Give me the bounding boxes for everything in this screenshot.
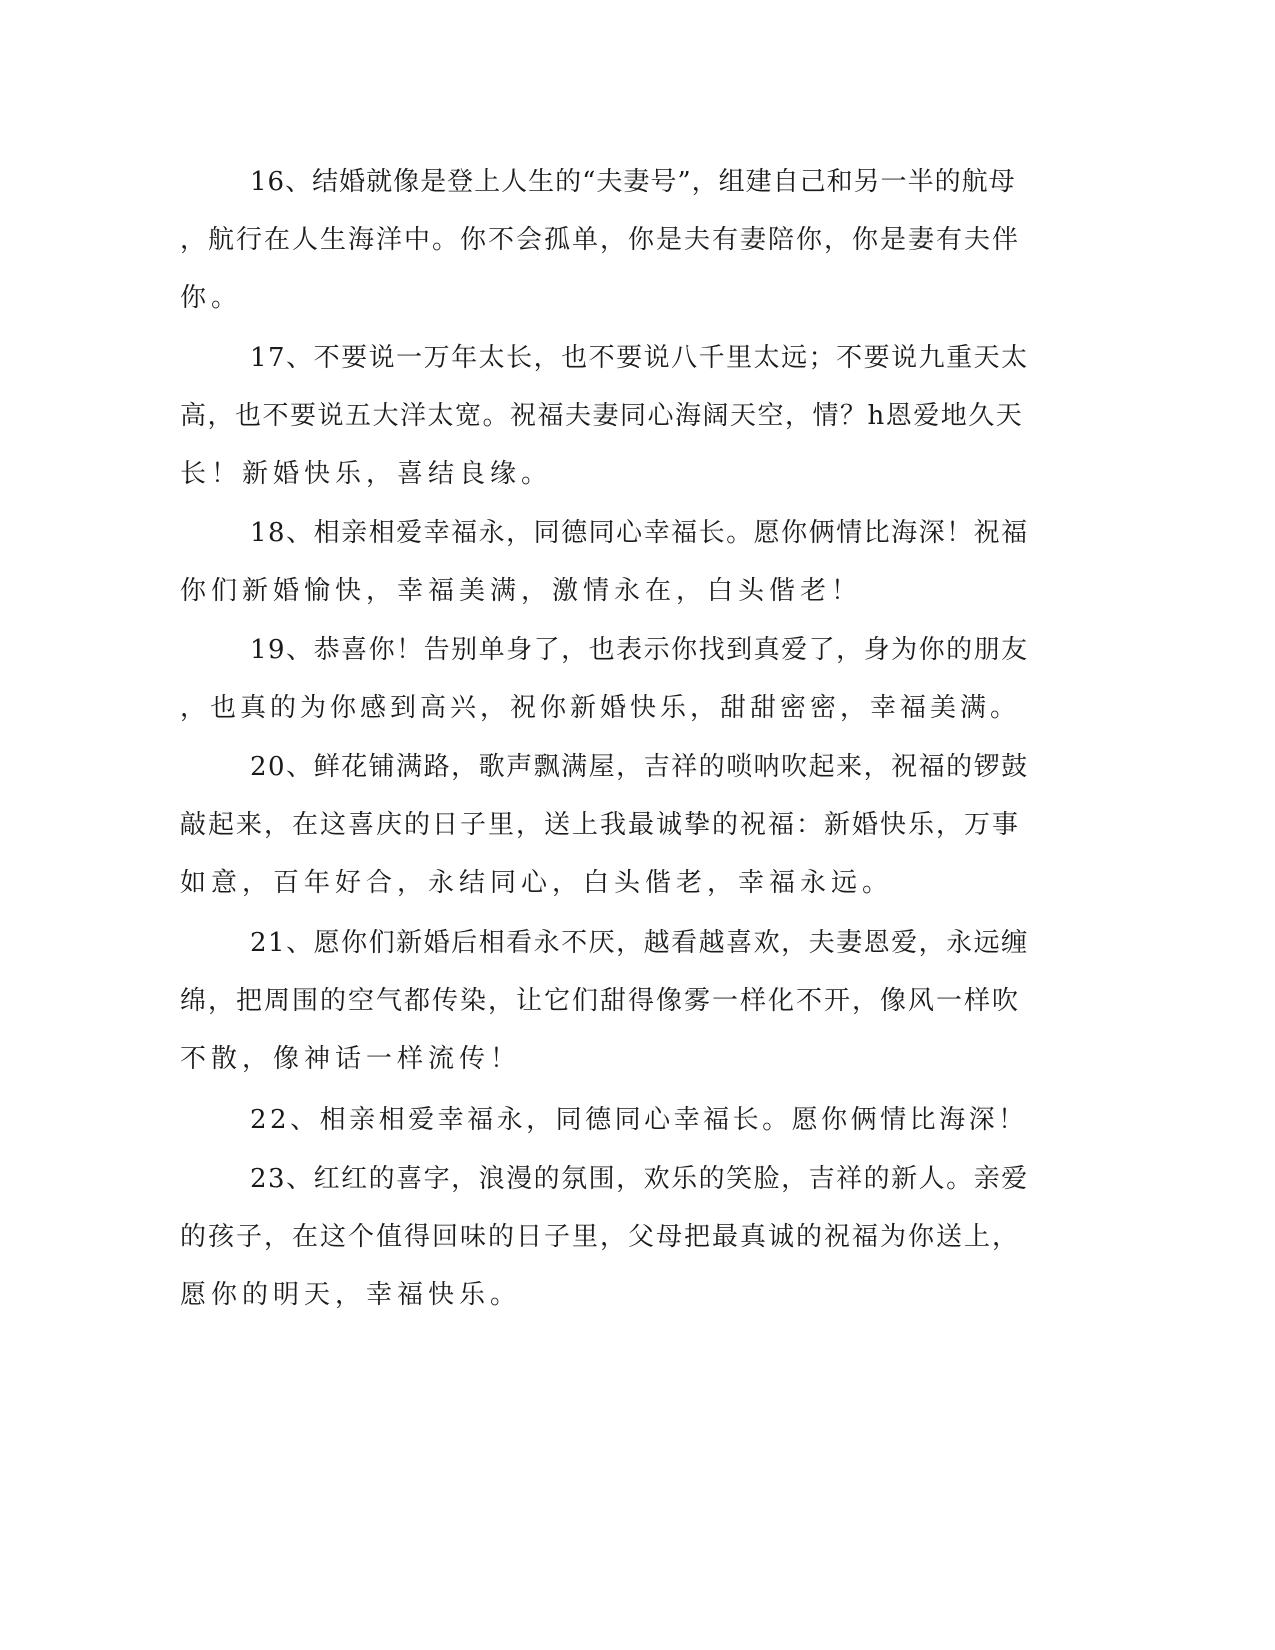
- paragraph-20-line-1: 20、鲜花铺满路，歌声飘满屋，吉祥的唢呐吹起来，祝福的锣鼓: [250, 752, 1029, 782]
- paragraph-16-line-1: 16、结婚就像是登上人生的“夫妻号”，组建自己和另一半的航母: [250, 167, 1016, 197]
- paragraph-17-line-2: 高，也不要说五大洋太宽。祝福夫妻同心海阔天空，情？h恩爱地久天: [180, 401, 1024, 431]
- paragraph-16-line-3: 你。: [180, 283, 243, 313]
- paragraph-20-line-2: 敲起来，在这喜庆的日子里，送上我最诚挚的祝福：新婚快乐，万事: [180, 810, 1021, 840]
- paragraph-17-line-3: 长！新婚快乐，喜结良缘。: [180, 459, 553, 489]
- paragraph-16-line-2: ，航行在人生海洋中。你不会孤单，你是夫有妻陪你，你是妻有夫伴: [180, 225, 1021, 255]
- paragraph-22-line-1: 22、相亲相爱幸福永，同德同心幸福长。愿你俩情比海深！: [250, 1105, 1028, 1135]
- paragraph-21-line-1: 21、愿你们新婚后相看永不厌，越看越喜欢，夫妻恩爱，永远缠: [250, 928, 1029, 958]
- paragraph-21-line-2: 绵，把周围的空气都传染，让它们甜得像雾一样化不开，像风一样吹: [180, 986, 1021, 1016]
- paragraph-17-line-1: 17、不要说一万年太长，也不要说八千里太远；不要说九重天太: [250, 343, 1029, 373]
- paragraph-18-line-2: 你们新婚愉快，幸福美满，激情永在，白头偕老！: [180, 576, 863, 606]
- paragraph-23-line-1: 23、红红的喜字，浪漫的氛围，欢乐的笑脸，吉祥的新人。亲爱: [250, 1164, 1029, 1194]
- paragraph-18-line-1: 18、相亲相爱幸福永，同德同心幸福长。愿你俩情比海深！祝福: [250, 518, 1029, 548]
- paragraph-19-line-1: 19、恭喜你！告别单身了，也表示你找到真爱了，身为你的朋友: [250, 635, 1029, 665]
- paragraph-20-line-3: 如意，百年好合，永结同心，白头偕老，幸福永远。: [180, 868, 894, 898]
- paragraph-23-line-2: 的孩子，在这个值得回味的日子里，父母把最真诚的祝福为你送上，: [180, 1222, 1021, 1252]
- paragraph-23-line-3: 愿你的明天，幸福快乐。: [180, 1280, 522, 1310]
- paragraph-19-line-2: ，也真的为你感到高兴，祝你新婚快乐，甜甜密密，幸福美满。: [180, 693, 1021, 723]
- paragraph-21-line-3: 不散，像神话一样流传！: [180, 1044, 522, 1074]
